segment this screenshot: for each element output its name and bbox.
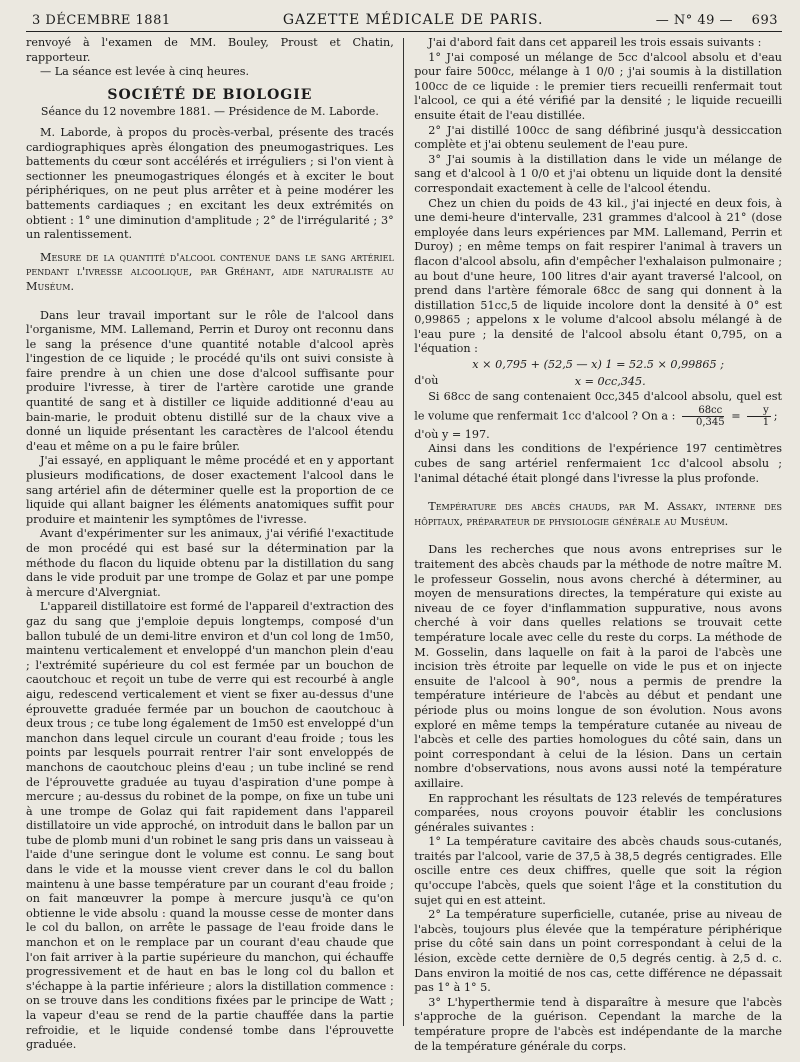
paragraph: M. Laborde, à propos du procès-verbal, présente des tracés cardiographiques après élongation des pneumogastriques. Les battements du cœur sont accélérés et irréguliers ; si l'on vient à sectionner les pneumogastriques élongés et à exciter le bout périphériques, on ne peut plus arrêter et à peine modérer les battements cardiaques ; en excitant les deux extrémités on obtient : 1° une diminution d'amplitude ; 2° de l'irrégularité ; 3° un ralentissement. bbox=[26, 125, 394, 242]
paragraph: — La séance est levée à cinq heures. bbox=[40, 65, 250, 79]
paragraph: 1° J'ai composé un mélange de 5cc d'alcool absolu et d'eau pour faire 500cc, mélange à 1 0/0 ; j'ai soumis à la distillation 100cc de ce liquide : le premier tiers recueilli renfermait tout l'alcool, ce qui a été vérifié par la densité ; le liquide recueilli ensuite était de l'eau distillée. bbox=[414, 50, 783, 122]
equation-prefix: d'où bbox=[414, 373, 439, 387]
paragraph: L'appareil distillatoire est formé de l'appareil d'extraction des gaz du sang que j'emploie depuis longtemps, composé d'un ballon tubulé de un demi-litre environ et d'un col long de 1m50, maintenu verticalement et enveloppé d'un manchon plein d'eau ; l'extrémité supérieure du col est fermée par un bouchon de caoutchouc et reçoit un tube de verre qui est recourbé à angle aigu, redescend verticalement et vient se fixer au-dessus d'une éprouvette graduée fermée par un bouchon de caoutchouc à deux trous ; ce tube long également de 1m50 est enveloppé d'un manchon dans lequel circule un courant d'eau froide ; tous les points par lesquels pourrait rentrer l'air sont enveloppés de manchons de caoutchouc pleins d'eau ; un tube incliné se rend de l'éprouvette graduée au tuyau d'aspiration d'une pompe à mercure ; au-dessus du robinet de la pompe, on fixe un tube uni à une trompe de Golaz qui fait rapidement dans l'appareil distillatoire un vide approché, on introduit dans le ballon par un tube de plomb muni d'un robinet le sang pris dans un vaisseau à l'aide d'une seringue dont le volume est connu. Le sang bout dans le vide et la mousse vient crever dans le col du ballon maintenu à une basse température par un courant d'eau froide ; on fait manœuvrer la pompe à mercure jusqu'à ce qu'on obtienne le vide absolu : quand la mousse cesse de monter dans le col du ballon, on arrête le passage de l'eau froide dans le manchon et on le remplace par un courant d'eau chaude que l'on fait arriver à la partie supérieure du manchon, qui échauffe progressivement et de haut en bas le long col du ballon et s'échappe à la partie inférieure ; alors la distillation commence : on se trouve dans les conditions fixées par le principe de Watt ; la vapeur d'eau se rend de la partie chauffée dans la partie refroidie, et le liquide condensé tombe dans l'éprouvette graduée. bbox=[26, 600, 394, 1052]
issue-date: 3 DÉCEMBRE 1881 bbox=[32, 13, 171, 28]
paragraph: renvoyé à l'examen de MM. Bouley, Proust et Chatin, rapporteur. bbox=[26, 36, 394, 64]
paragraph: J'ai essayé, en appliquant le même procédé et en y apportant plusieurs modifications, de doser exactement l'alcool dans le sang artériel afin de déterminer quelle est la proportion de ce liquide qui allant baigner les éléments anatomiques suffit pour produire et maintenir les symptômes de l'ivresse. bbox=[26, 454, 394, 526]
running-head bbox=[26, 12, 782, 32]
fraction-denominator: 1 bbox=[762, 416, 770, 428]
fraction bbox=[682, 405, 725, 428]
paragraph: 3° L'hyperthermie tend à disparaître à mesure que l'abcès s'approche de la guérison. Cependant la marche de la température propre de l'abcès est indépendante de la marche de la température générale du corps. bbox=[414, 995, 783, 1053]
fraction-numerator: y bbox=[747, 405, 771, 417]
paragraph: En rapprochant les résultats de 123 relevés de températures comparées, nous croyons pouvoir établir les conclusions générales suivantes : bbox=[414, 791, 783, 834]
session-line: Séance du 12 novembre 1881. — Présidence de M. Laborde. bbox=[40, 105, 379, 119]
fraction-numerator: 68cc bbox=[682, 405, 724, 417]
paragraph: Dans leur travail important sur le rôle de l'alcool dans l'organisme, MM. Lallemand, Perrin et Duroy ont reconnu dans le sang la présence d'une quantité notable d'alcool après l'ingestion de ce liquide ; le procédé qu'ils ont suivi consiste à faire prendre à un chien une dose d'alcool suffisante pour produire l'ivresse, à tirer de l'artère carotide une grande quantité de sang et à distiller ce liquide additionné d'eau au bain-marie, le produit obtenu distillé sur de la chaux vive a donné un liquide présentant les caractères de l'alcool étendu d'eau et même on a pu le faire brûler. bbox=[26, 308, 394, 453]
article-heading: Mesure de la quantité d'alcool contenue dans le sang artériel pendant l'ivresse alcoolique, par Gréhant, aide naturaliste au Muséum. bbox=[26, 250, 394, 293]
left-column bbox=[26, 36, 403, 1052]
paragraph: Si 68cc de sang contenaient 0cc,345 d'alcool absolu, quel est le volume que renfermait 1cc d'alcool ? On a : $\frac{68cc}{0,345}$ = $\frac{y}{1}$ ; bbox=[414, 390, 783, 428]
paragraph: d'où y = 197. bbox=[414, 427, 490, 441]
paragraph: 2° La température superficielle, cutanée, prise au niveau de l'abcès, toujours plus élevée que la température périphérique prise du côté sain dans un point correspondant à celui de la lésion, excède cette dernière de 0,5 degrés centig. à 2,5 d. c. Dans environ la moitié de nos cas, cette différence ne dépassait pas 1° à 1° 5. bbox=[414, 908, 783, 995]
text-columns bbox=[26, 36, 783, 1053]
right-column bbox=[404, 36, 783, 1053]
equation: x = 0cc,345. bbox=[574, 374, 646, 388]
fraction-denominator: 0,345 bbox=[695, 416, 725, 428]
paragraph: 3° J'ai soumis à la distillation dans le vide un mélange de sang et d'alcool à 1 0/0 et j'ai obtenu un liquide dont la densité correspondait exactement à celle de l'alcool étendu. bbox=[414, 152, 783, 195]
journal-title: GAZETTE MÉDICALE DE PARIS. bbox=[282, 12, 544, 28]
paragraph: Dans les recherches que nous avons entreprises sur le traitement des abcès chauds par la méthode de notre maître M. le professeur Gosselin, nous avons cherché à déterminer, au moyen de mensurations directes, la température qui existe au niveau de ce foyer d'inflammation suppurative, nous avons cherché à voir dans quelles relations se trouvait cette température locale avec celle du reste du corps. La méthode de M. Gosselin, dans laquelle on fait à la paroi de l'abcès une incision très étroite par lequelle on vide le pus et on injecte ensuite de l'alcool à 90°, nous a permis de prendre la température intérieure de l'abcès au début et pendant une période plus ou moins longue de son évolution. Nous avons exploré en même temps la température cutanée au niveau de l'abcès et celle des parties homologues du côté sain, dans un point correspondant à celui de la lésion. Dans un certain nombre d'observations, nous avons aussi noté la température axillaire. bbox=[414, 543, 783, 790]
paragraph: Ainsi dans les conditions de l'expérience 197 centimètres cubes de sang artériel renfermaient 1cc d'alcool absolu ; l'animal détaché était plongé dans l'ivresse la plus profonde. bbox=[414, 442, 783, 485]
issue-number-and-page bbox=[656, 13, 778, 28]
equals-sign: = bbox=[731, 409, 741, 423]
paragraph: 2° J'ai distillé 100cc de sang défibriné jusqu'à dessiccation complète et j'ai obtenu seulement de l'eau pure. bbox=[414, 123, 783, 152]
equation-row bbox=[414, 374, 782, 391]
paragraph: J'ai d'abord fait dans cet appareil les trois essais suivants : bbox=[428, 36, 762, 49]
issue-number: — N° 49 — bbox=[655, 13, 734, 28]
paragraph: 1° La température cavitaire des abcès chauds sous-cutanés, traités par l'alcool, varie de 37,5 à 38,5 degrés centigrades. Elle oscille entre ces deux chiffres, quelle que soit la région qu'occupe l'abcès, quels que soient l'âge et la constitution du sujet qui en est atteint. bbox=[414, 835, 783, 907]
section-title: SOCIÉTÉ DE BIOLOGIE bbox=[107, 86, 313, 103]
page-number: 693 bbox=[751, 13, 778, 28]
fraction bbox=[747, 405, 771, 428]
paragraph-text: Si 68cc de sang contenaient 0cc,345 d'alcool absolu, quel est le volume que renfermait 1cc d'alcool ? On a : bbox=[414, 390, 783, 423]
paragraph: Chez un chien du poids de 43 kil., j'ai injecté en deux fois, à une demi-heure d'intervalle, 231 grammes d'alcool à 21° (dose employée dans leurs expériences par MM. Lallemand, Perrin et Duroy) ; en même temps on fait respirer l'animal à travers un flacon d'alcool absolu, afin d'empêcher l'exhalaison pulmonaire ; au bout d'une heure, 100 litres d'air ayant traversé l'alcool, on prend dans l'artère fémorale 68cc de sang qui donnent à la distillation 51cc,5 de liquide incolore dont la densité à 0° est 0,99865 ; appelons x le volume d'alcool absolu mélangé à de l'eau pure ; la densité de l'alcool absolu étant 0,795, on a l'équation : bbox=[414, 196, 783, 356]
equation: x × 0,795 + (52,5 — x) 1 = 52.5 × 0,99865 ; bbox=[472, 358, 724, 372]
article-heading: Température des abcès chauds, par M. Assaky, interne des hôpitaux, préparateur de physiologie générale au Muséum. bbox=[414, 500, 783, 528]
paragraph: Avant d'expérimenter sur les animaux, j'ai vérifié l'exactitude de mon procédé qui est basé sur la détermination par la méthode du flacon du liquide obtenu par la distillation du sang dans le vide produit par une trompe de Golaz et par une pompe à mercure d'Alvergniat. bbox=[26, 527, 394, 599]
